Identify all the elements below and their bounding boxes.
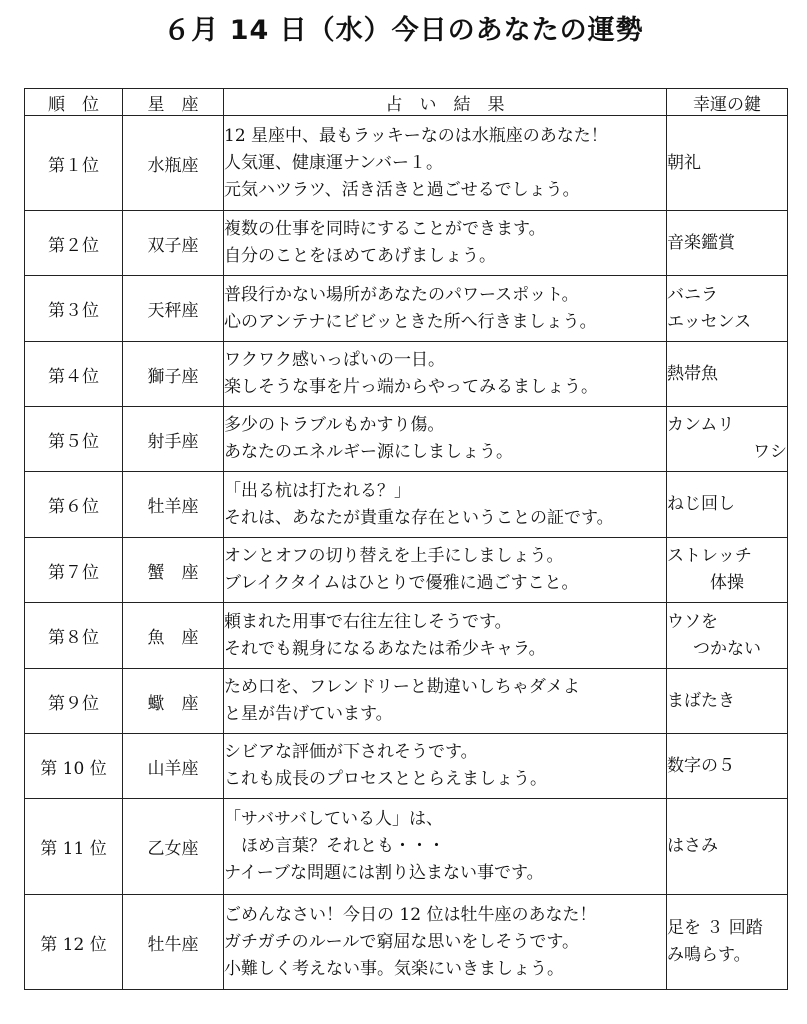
- sign-cell: 牡羊座: [123, 472, 224, 538]
- lucky-key-line: つかない: [693, 638, 761, 659]
- result-line: 普段行かない場所があなたのパワースポット。: [224, 284, 579, 305]
- sign-cell: 水瓶座: [123, 116, 224, 211]
- result-cell: [224, 603, 667, 669]
- result-line: あなたのエネルギー源にしましょう。: [224, 442, 513, 462]
- result-line: 頼まれた用事で右往左往しそうです。: [224, 611, 512, 632]
- table-row: [25, 276, 788, 342]
- rank-cell: 第４位: [25, 342, 123, 407]
- lucky-key-line: 足を ３ 回踏: [667, 918, 763, 938]
- result-line: 心のアンテナにビビッときた所へ行きましょう。: [224, 311, 597, 332]
- result-line: ナイーブな問題には割り込まない事です。: [224, 863, 544, 883]
- rank-cell: 第２位: [25, 211, 123, 276]
- table-row: [25, 799, 788, 895]
- rank-cell: 第 11 位: [25, 799, 123, 895]
- lucky-key-line: カンムリ: [667, 415, 735, 435]
- header-row: [25, 89, 788, 116]
- lucky-key-line: エッセンス: [667, 311, 752, 332]
- result-line: 「出る杭は打たれる？」: [224, 480, 411, 501]
- table-row: [25, 407, 788, 472]
- rank-cell: 第３位: [25, 276, 123, 342]
- lucky-key-cell: [667, 407, 788, 472]
- table-row: [25, 603, 788, 669]
- header-key: 幸運の鍵: [667, 89, 788, 116]
- rank-cell: 第７位: [25, 538, 123, 603]
- lucky-key-line: 音楽鑑賞: [667, 232, 735, 253]
- lucky-key-cell: [667, 603, 788, 669]
- sign-cell: 射手座: [123, 407, 224, 472]
- lucky-key-line: ウソを: [667, 611, 718, 632]
- rank-cell: 第９位: [25, 669, 123, 734]
- header-rank: 順 位: [25, 89, 123, 116]
- result-cell: [224, 407, 667, 472]
- result-line: 12 星座中、最もラッキーなのは水瓶座のあなた！: [224, 125, 608, 146]
- lucky-key-cell: [667, 669, 788, 734]
- rank-cell: 第８位: [25, 603, 123, 669]
- result-cell: [224, 116, 667, 211]
- rank-cell: 第 12 位: [25, 895, 123, 990]
- result-line: 多少のトラブルもかすり傷。: [224, 415, 445, 435]
- lucky-key-cell: [667, 895, 788, 990]
- sign-cell: 獅子座: [123, 342, 224, 407]
- result-line: 自分のことをほめてあげましょう。: [224, 246, 496, 266]
- result-line: 小難しく考えない事。気楽にいきましょう。: [224, 958, 564, 979]
- rank-cell: 第 10 位: [25, 734, 123, 799]
- table-row: [25, 116, 788, 211]
- lucky-key-line: ストレッチ: [667, 546, 752, 566]
- result-line: それは、あなたが貴重な存在ということの証です。: [224, 507, 614, 528]
- result-line: 楽しそうな事を片っ端からやってみるましょう。: [224, 377, 598, 397]
- sign-cell: 乙女座: [123, 799, 224, 895]
- rank-cell: 第１位: [25, 116, 123, 211]
- result-line: と星が告げています。: [224, 704, 393, 724]
- result-line: 複数の仕事を同時にすることができます。: [224, 219, 546, 239]
- sign-cell: 牡牛座: [123, 895, 224, 990]
- lucky-key-line: まばたき: [667, 690, 735, 711]
- result-cell: [224, 799, 667, 895]
- sign-cell: 双子座: [123, 211, 224, 276]
- table-row: [25, 342, 788, 407]
- result-line: オンとオフの切り替えを上手にしましょう。: [224, 546, 564, 566]
- result-line: ブレイクタイムはひとりで優雅に過ごすこと。: [224, 573, 579, 593]
- lucky-key-cell: [667, 799, 788, 895]
- result-cell: [224, 734, 667, 799]
- result-line: 「サバサバしている人」は、: [224, 809, 443, 829]
- sign-cell: 蟹 座: [123, 538, 224, 603]
- table-row: [25, 669, 788, 734]
- result-cell: [224, 895, 667, 990]
- lucky-key-cell: [667, 342, 788, 407]
- result-line: それでも親身になるあなたは希少キャラ。: [224, 638, 546, 659]
- result-cell: [224, 342, 667, 407]
- result-cell: [224, 276, 667, 342]
- result-line: ガチガチのルールで窮屈な思いをしそうです。: [224, 931, 579, 952]
- table-row: [25, 538, 788, 603]
- lucky-key-line: ワシ: [753, 442, 787, 462]
- table-row: [25, 472, 788, 538]
- result-line: 人気運、健康運ナンバー１。: [224, 152, 443, 173]
- sign-cell: 蠍 座: [123, 669, 224, 734]
- header-result: 占 い 結 果: [224, 89, 667, 116]
- lucky-key-line: 数字の５: [667, 755, 735, 776]
- lucky-key-line: ねじ回し: [667, 494, 735, 514]
- result-cell: [224, 538, 667, 603]
- lucky-key-cell: [667, 538, 788, 603]
- result-line: ワクワク感いっぱいの一日。: [224, 350, 445, 370]
- table-row: [25, 734, 788, 799]
- sign-cell: 山羊座: [123, 734, 224, 799]
- fortune-table: [24, 88, 788, 990]
- lucky-key-cell: [667, 211, 788, 276]
- lucky-key-cell: [667, 472, 788, 538]
- result-line: 元気ハツラツ、活き活きと過ごせるでしょう。: [224, 179, 580, 200]
- lucky-key-cell: [667, 276, 788, 342]
- result-cell: [224, 669, 667, 734]
- result-line: ほめ言葉？それとも・・・: [224, 836, 445, 856]
- page-title: ６月 14 日（水）今日のあなたの運勢: [163, 15, 644, 46]
- fortune-rows: [25, 116, 788, 990]
- result-cell: [224, 211, 667, 276]
- lucky-key-cell: [667, 116, 788, 211]
- sign-cell: 天秤座: [123, 276, 224, 342]
- result-line: これも成長のプロセスととらえましょう。: [224, 769, 547, 789]
- table-row: [25, 211, 788, 276]
- sign-cell: 魚 座: [123, 603, 224, 669]
- result-line: シビアな評価が下されそうです。: [224, 742, 478, 762]
- lucky-key-line: はさみ: [667, 836, 718, 856]
- lucky-key-line: み鳴らす。: [667, 945, 751, 965]
- lucky-key-cell: [667, 734, 788, 799]
- rank-cell: 第６位: [25, 472, 123, 538]
- header-sign: 星 座: [123, 89, 224, 116]
- result-line: ごめんなさい！今日の 12 位は牡牛座のあなた！: [224, 904, 597, 925]
- lucky-key-line: 朝礼: [667, 152, 701, 173]
- result-cell: [224, 472, 667, 538]
- lucky-key-line: バニラ: [667, 284, 718, 305]
- result-line: ため口を、フレンドリーと勘違いしちゃダメよ: [224, 677, 580, 697]
- table-row: [25, 895, 788, 990]
- rank-cell: 第５位: [25, 407, 123, 472]
- lucky-key-line: 体操: [710, 573, 744, 593]
- lucky-key-line: 熱帯魚: [667, 363, 718, 384]
